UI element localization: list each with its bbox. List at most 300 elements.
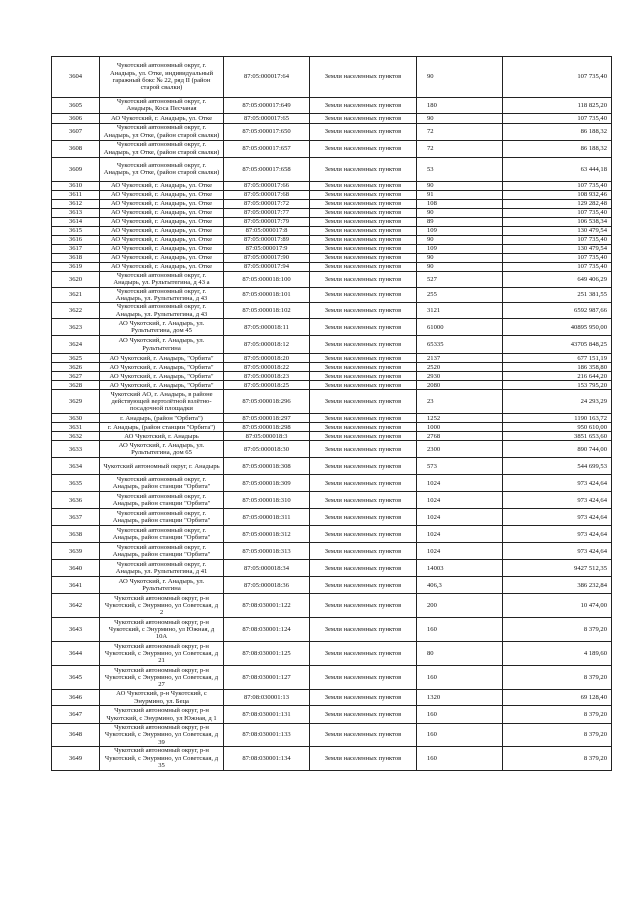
cadastral-value-cell: 153 795,20 [503,381,612,390]
cadastral-number-cell: 87:05:000018:308 [224,458,310,475]
row-number: 3649 [52,747,100,770]
cadastral-value-cell: 649 406,29 [503,271,612,287]
cadastral-value-cell: 950 610,00 [503,423,612,432]
address-cell: АО Чукотский, г. Анадырь, "Орбита" [100,363,224,372]
cadastral-value-cell: 8 379,20 [503,747,612,770]
land-category-cell: Земли населенных пунктов [310,543,417,560]
land-category-cell: Земли населенных пунктов [310,423,417,432]
table-row [52,475,612,492]
table-row [52,414,612,423]
address-cell: АО Чукотский, г. Анадырь, ул. Отке [100,244,224,253]
table-row [52,363,612,372]
table-row [52,217,612,226]
land-category-cell: Земли населенных пунктов [310,199,417,208]
table-row [52,140,612,157]
row-number: 3644 [52,642,100,666]
land-category-cell: Земли населенных пунктов [310,226,417,235]
area-cell: 90 [417,57,503,98]
cadastral-value-cell: 186 358,80 [503,363,612,372]
cadastral-number-cell: 87:05:000017:658 [224,157,310,181]
area-cell: 108 [417,199,503,208]
cadastral-number-cell: 87:05:000018:12 [224,336,310,354]
cadastral-value-cell: 544 699,53 [503,458,612,475]
cadastral-number-cell: 87:05:000018:30 [224,441,310,458]
land-category-cell: Земли населенных пунктов [310,157,417,181]
row-number: 3624 [52,336,100,354]
address-cell: АО Чукотский, г. Анадырь, ул. Отке [100,190,224,199]
row-number: 3636 [52,492,100,509]
land-category-cell: Земли населенных пунктов [310,618,417,642]
cadastral-number-cell: 87:05:000018:22 [224,363,310,372]
row-number: 3621 [52,287,100,303]
cadastral-value-cell: 107 735,40 [503,262,612,271]
cadastral-value-cell: 973 424,64 [503,509,612,526]
row-number: 3614 [52,217,100,226]
cadastral-number-cell: 87:05:000017:66 [224,181,310,190]
cadastral-value-cell: 1190 163,72 [503,414,612,423]
cadastral-number-cell: 87:05:000018:313 [224,543,310,560]
cadastral-value-cell: 677 151,19 [503,354,612,363]
row-number: 3606 [52,113,100,123]
table-row [52,253,612,262]
address-cell: АО Чукотский, г. Анадырь, ул. Отке [100,262,224,271]
area-cell: 160 [417,724,503,747]
address-cell: АО Чукотский, г. Анадырь, ул. Отке [100,226,224,235]
cadastral-number-cell: 87:05:000017:90 [224,253,310,262]
address-cell: Чукотский АО, г. Анадырь, в районе действующей вертолётной взлётно-посадочной площадки [100,390,224,414]
row-number: 3611 [52,190,100,199]
area-cell: 2137 [417,354,503,363]
table-row [52,113,612,123]
area-cell: 2520 [417,363,503,372]
cadastral-number-cell: 87:08:030001:124 [224,618,310,642]
address-cell: Чукотский автономный округ, р-н Чукотский, с Энурмино, ул Южная, д 10А [100,618,224,642]
address-cell: Чукотский автономный округ, г. Анадырь, ул Отке, (район старой свалки) [100,123,224,140]
address-cell: Чукотский автономный округ, р-н Чукотский, с Энурмино, ул Советская, д 27 [100,666,224,690]
cadastral-number-cell: 87:05:000018:298 [224,423,310,432]
row-number: 3638 [52,526,100,543]
area-cell: 1252 [417,414,503,423]
land-category-cell: Земли населенных пунктов [310,336,417,354]
row-number: 3629 [52,390,100,414]
cadastral-value-cell: 8 379,20 [503,724,612,747]
address-cell: г. Анадырь, (район "Орбита") [100,414,224,423]
table-row [52,354,612,363]
row-number: 3609 [52,157,100,181]
cadastral-value-cell: 3851 653,60 [503,432,612,441]
area-cell: 109 [417,244,503,253]
land-category-cell: Земли населенных пунктов [310,190,417,199]
cadastral-value-cell: 86 188,32 [503,123,612,140]
table-row [52,199,612,208]
area-cell: 1024 [417,526,503,543]
cadastral-value-cell: 9427 512,35 [503,560,612,577]
area-cell: 1000 [417,423,503,432]
row-number: 3619 [52,262,100,271]
table-row [52,706,612,724]
area-cell: 1024 [417,475,503,492]
cadastral-number-cell: 87:05:000018:101 [224,287,310,303]
land-category-cell: Земли населенных пунктов [310,244,417,253]
area-cell: 91 [417,190,503,199]
area-cell: 2768 [417,432,503,441]
table-row [52,423,612,432]
land-category-cell: Земли населенных пунктов [310,123,417,140]
address-cell: Чукотский автономный округ, г. Анадырь, ул Отке, (район старой свалки) [100,157,224,181]
table-row [52,690,612,706]
area-cell: 527 [417,271,503,287]
cadastral-value-cell: 973 424,64 [503,543,612,560]
cadastral-number-cell: 87:05:000017:94 [224,262,310,271]
cadastral-number-cell: 87:05:000017:68 [224,190,310,199]
row-number: 3623 [52,319,100,336]
land-category-cell: Земли населенных пунктов [310,414,417,423]
address-cell: Чукотский автономный округ, г. Анадырь, ул. Рультытегина, д 43 [100,287,224,303]
cadastral-number-cell: 87:05:000017:657 [224,140,310,157]
cadastral-number-cell: 87:05:000017:64 [224,57,310,98]
address-cell: Чукотский автономный округ, р-н Чукотский, с Энурмино, ул Советская, д 35 [100,747,224,770]
table-row [52,190,612,199]
row-number: 3641 [52,577,100,594]
table-row [52,181,612,190]
cadastral-number-cell: 87:05:000017:79 [224,217,310,226]
cadastral-number-cell: 87:05:000018:20 [224,354,310,363]
row-number: 3634 [52,458,100,475]
table-row [52,543,612,560]
area-cell: 23 [417,390,503,414]
area-cell: 80 [417,642,503,666]
cadastral-number-cell: 87:05:000018:309 [224,475,310,492]
table-row [52,724,612,747]
row-number: 3648 [52,724,100,747]
address-cell: АО Чукотский, г. Анадырь, ул. Отке [100,253,224,262]
table-row [52,381,612,390]
cadastral-number-cell: 87:05:000017:8 [224,226,310,235]
cadastral-number-cell: 87:05:000017:9 [224,244,310,253]
cadastral-value-cell: 129 282,48 [503,199,612,208]
row-number: 3642 [52,594,100,618]
address-cell: г. Анадырь, (район станции "Орбита") [100,423,224,432]
table-row [52,441,612,458]
cadastral-number-cell: 87:05:000018:100 [224,271,310,287]
cadastral-number-cell: 87:08:030001:131 [224,706,310,724]
area-cell: 89 [417,217,503,226]
area-cell: 573 [417,458,503,475]
address-cell: Чукотский автономный округ, р-н Чукотский, с Энурмино, ул Южная, д 1 [100,706,224,724]
land-category-cell: Земли населенных пунктов [310,432,417,441]
cadastral-value-cell: 43705 848,25 [503,336,612,354]
address-cell: АО Чукотский, г. Анадырь, ул. Отке [100,199,224,208]
area-cell: 90 [417,253,503,262]
area-cell: 1320 [417,690,503,706]
address-cell: Чукотский автономный округ, г. Анадырь, район станции "Орбита" [100,492,224,509]
land-category-cell: Земли населенных пунктов [310,262,417,271]
land-category-cell: Земли населенных пунктов [310,492,417,509]
table-row [52,303,612,319]
cadastral-value-cell: 216 644,20 [503,372,612,381]
cadastral-value-cell: 40895 950,00 [503,319,612,336]
area-cell: 90 [417,208,503,217]
address-cell: Чукотский автономный округ, г. Анадырь, район станции "Орбита" [100,509,224,526]
cadastral-number-cell: 87:08:030001:125 [224,642,310,666]
area-cell: 1024 [417,492,503,509]
area-cell: 90 [417,262,503,271]
table-row [52,747,612,770]
land-category-cell: Земли населенных пунктов [310,372,417,381]
land-category-cell: Земли населенных пунктов [310,441,417,458]
row-number: 3646 [52,690,100,706]
address-cell: Чукотский автономный округ, г. Анадырь, ул. Отке, индивидуальный гаражный бокс № 22, ряд II (район старой свалки) [100,57,224,98]
land-category-cell: Земли населенных пунктов [310,57,417,98]
area-cell: 65335 [417,336,503,354]
address-cell: Чукотский автономный округ, г. Анадырь, район станции "Орбита" [100,543,224,560]
cadastral-value-cell: 107 735,40 [503,253,612,262]
cadastral-number-cell: 87:05:000017:649 [224,98,310,114]
area-cell: 160 [417,666,503,690]
table-row [52,271,612,287]
land-category-cell: Земли населенных пунктов [310,253,417,262]
cadastral-value-cell: 386 232,84 [503,577,612,594]
land-category-cell: Земли населенных пунктов [310,577,417,594]
land-category-cell: Земли населенных пунктов [310,217,417,226]
table-row [52,618,612,642]
row-number: 3627 [52,372,100,381]
land-category-cell: Земли населенных пунктов [310,287,417,303]
row-number: 3645 [52,666,100,690]
land-registry-table [51,56,612,771]
cadastral-number-cell: 87:05:000018:34 [224,560,310,577]
cadastral-value-cell: 973 424,64 [503,526,612,543]
row-number: 3631 [52,423,100,432]
address-cell: АО Чукотский, г. Анадырь, ул. Отке [100,181,224,190]
land-category-cell: Земли населенных пунктов [310,181,417,190]
address-cell: Чукотский автономный округ, р-н Чукотский, с Энурмино, ул Советская, д 21 [100,642,224,666]
row-number: 3640 [52,560,100,577]
address-cell: АО Чукотский, г. Анадырь, ул. Отке [100,217,224,226]
address-cell: Чукотский автономный округ, г. Анадырь, ул. Рультытегина, д 43 а [100,271,224,287]
cadastral-number-cell: 87:05:000017:89 [224,235,310,244]
address-cell: Чукотский автономный округ, г. Анадырь, ул. Рультытегина, д 41 [100,560,224,577]
cadastral-value-cell: 107 735,40 [503,181,612,190]
table-row [52,577,612,594]
cadastral-number-cell: 87:08:030001:122 [224,594,310,618]
table-row [52,262,612,271]
area-cell: 109 [417,226,503,235]
cadastral-number-cell: 87:05:000018:36 [224,577,310,594]
cadastral-number-cell: 87:05:000018:310 [224,492,310,509]
table-row [52,57,612,98]
area-cell: 3121 [417,303,503,319]
table-row [52,372,612,381]
row-number: 3630 [52,414,100,423]
address-cell: Чукотский автономный округ, р-н Чукотский, с Энурмино, ул Советская, д 39 [100,724,224,747]
address-cell: АО Чукотский, г. Анадырь, "Орбита" [100,381,224,390]
address-cell: АО Чукотский, г. Анадырь, "Орбита" [100,354,224,363]
land-category-cell: Земли населенных пунктов [310,98,417,114]
table-row [52,666,612,690]
row-number: 3633 [52,441,100,458]
row-number: 3605 [52,98,100,114]
cadastral-value-cell: 106 538,34 [503,217,612,226]
table-row [52,336,612,354]
cadastral-value-cell: 107 735,40 [503,208,612,217]
cadastral-value-cell: 107 735,40 [503,57,612,98]
table-body [52,57,612,771]
table-row [52,244,612,253]
land-category-cell: Земли населенных пунктов [310,509,417,526]
cadastral-value-cell: 4 189,60 [503,642,612,666]
row-number: 3604 [52,57,100,98]
land-category-cell: Земли населенных пунктов [310,724,417,747]
row-number: 3622 [52,303,100,319]
table-row [52,594,612,618]
cadastral-number-cell: 87:05:000017:65 [224,113,310,123]
table-row [52,287,612,303]
row-number: 3626 [52,363,100,372]
area-cell: 200 [417,594,503,618]
area-cell: 160 [417,747,503,770]
row-number: 3625 [52,354,100,363]
area-cell: 72 [417,140,503,157]
land-category-cell: Земли населенных пунктов [310,381,417,390]
area-cell: 160 [417,706,503,724]
cadastral-number-cell: 87:05:000018:23 [224,372,310,381]
address-cell: Чукотский автономный округ, г. Анадырь, район станции "Орбита" [100,475,224,492]
area-cell: 160 [417,618,503,642]
row-number: 3608 [52,140,100,157]
land-category-cell: Земли населенных пунктов [310,560,417,577]
address-cell: АО Чукотский, г. Анадырь, ул. Рультытегина, дом 45 [100,319,224,336]
table-row [52,560,612,577]
address-cell: Чукотский автономный округ, р-н Чукотский, с Энурмино, ул Советская, д 2 [100,594,224,618]
table-row [52,235,612,244]
land-category-cell: Земли населенных пунктов [310,666,417,690]
land-category-cell: Земли населенных пунктов [310,526,417,543]
table-row [52,509,612,526]
table-row [52,390,612,414]
row-number: 3618 [52,253,100,262]
address-cell: АО Чукотский, г. Анадырь, ул. Отке [100,113,224,123]
land-category-cell: Земли населенных пунктов [310,113,417,123]
row-number: 3628 [52,381,100,390]
table-row [52,226,612,235]
address-cell: АО Чукотский, р-н Чукотский, с Энурмино, ул. Беца [100,690,224,706]
area-cell: 406,3 [417,577,503,594]
address-cell: Чукотский автономный округ, г. Анадырь, ул Отке, (район старой свалки) [100,140,224,157]
area-cell: 90 [417,181,503,190]
table-row [52,208,612,217]
area-cell: 255 [417,287,503,303]
table-row [52,157,612,181]
area-cell: 2930 [417,372,503,381]
area-cell: 2300 [417,441,503,458]
land-category-cell: Земли населенных пунктов [310,303,417,319]
address-cell: АО Чукотский, г. Анадырь, ул. Рультытегина, дом 65 [100,441,224,458]
table-row [52,492,612,509]
area-cell: 14003 [417,560,503,577]
area-cell: 1024 [417,509,503,526]
land-category-cell: Земли населенных пунктов [310,458,417,475]
cadastral-value-cell: 10 474,00 [503,594,612,618]
land-category-cell: Земли населенных пунктов [310,140,417,157]
land-category-cell: Земли населенных пунктов [310,271,417,287]
address-cell: АО Чукотский, г. Анадырь, ул. Отке [100,235,224,244]
cadastral-value-cell: 69 128,40 [503,690,612,706]
land-category-cell: Земли населенных пунктов [310,642,417,666]
cadastral-value-cell: 107 735,40 [503,113,612,123]
land-category-cell: Земли населенных пунктов [310,319,417,336]
table-row [52,432,612,441]
cadastral-value-cell: 108 932,46 [503,190,612,199]
cadastral-number-cell: 87:05:000017:650 [224,123,310,140]
cadastral-number-cell: 87:05:000018:297 [224,414,310,423]
address-cell: АО Чукотский, г. Анадырь [100,432,224,441]
cadastral-number-cell: 87:05:000018:296 [224,390,310,414]
cadastral-number-cell: 87:05:000017:72 [224,199,310,208]
table-row [52,642,612,666]
land-category-cell: Земли населенных пунктов [310,354,417,363]
area-cell: 53 [417,157,503,181]
table-row [52,98,612,114]
table-row [52,526,612,543]
area-cell: 2080 [417,381,503,390]
cadastral-number-cell: 87:05:000018:102 [224,303,310,319]
cadastral-value-cell: 63 444,18 [503,157,612,181]
land-category-cell: Земли населенных пунктов [310,390,417,414]
row-number: 3632 [52,432,100,441]
area-cell: 1024 [417,543,503,560]
cadastral-value-cell: 86 188,32 [503,140,612,157]
cadastral-value-cell: 6592 987,66 [503,303,612,319]
row-number: 3610 [52,181,100,190]
address-cell: Чукотский автономный округ, г. Анадырь [100,458,224,475]
area-cell: 72 [417,123,503,140]
address-cell: Чукотский автономный округ, г. Анадырь, район станции "Орбита" [100,526,224,543]
land-category-cell: Земли населенных пунктов [310,706,417,724]
cadastral-number-cell: 87:08:030001:127 [224,666,310,690]
area-cell: 180 [417,98,503,114]
address-cell: АО Чукотский, г. Анадырь, ул. Рультытегина [100,577,224,594]
address-cell: АО Чукотский, г. Анадырь, ул. Рультытегина [100,336,224,354]
row-number: 3620 [52,271,100,287]
row-number: 3617 [52,244,100,253]
cadastral-value-cell: 118 825,20 [503,98,612,114]
cadastral-value-cell: 8 379,20 [503,618,612,642]
cadastral-value-cell: 8 379,20 [503,706,612,724]
cadastral-number-cell: 87:05:000018:3 [224,432,310,441]
address-cell: АО Чукотский, г. Анадырь, ул. Отке [100,208,224,217]
cadastral-number-cell: 87:05:000018:11 [224,319,310,336]
table-row [52,458,612,475]
cadastral-value-cell: 107 735,40 [503,235,612,244]
land-category-cell: Земли населенных пунктов [310,475,417,492]
area-cell: 90 [417,235,503,244]
cadastral-number-cell: 87:08:030001:133 [224,724,310,747]
cadastral-value-cell: 973 424,64 [503,492,612,509]
land-category-cell: Земли населенных пунктов [310,690,417,706]
address-cell: Чукотский автономный округ, г. Анадырь, Коса Песчаная [100,98,224,114]
cadastral-number-cell: 87:05:000018:311 [224,509,310,526]
row-number: 3647 [52,706,100,724]
land-category-cell: Земли населенных пунктов [310,208,417,217]
address-cell: АО Чукотский, г. Анадырь, "Орбита" [100,372,224,381]
land-category-cell: Земли населенных пунктов [310,594,417,618]
row-number: 3637 [52,509,100,526]
area-cell: 61000 [417,319,503,336]
cadastral-value-cell: 973 424,64 [503,475,612,492]
row-number: 3643 [52,618,100,642]
row-number: 3607 [52,123,100,140]
